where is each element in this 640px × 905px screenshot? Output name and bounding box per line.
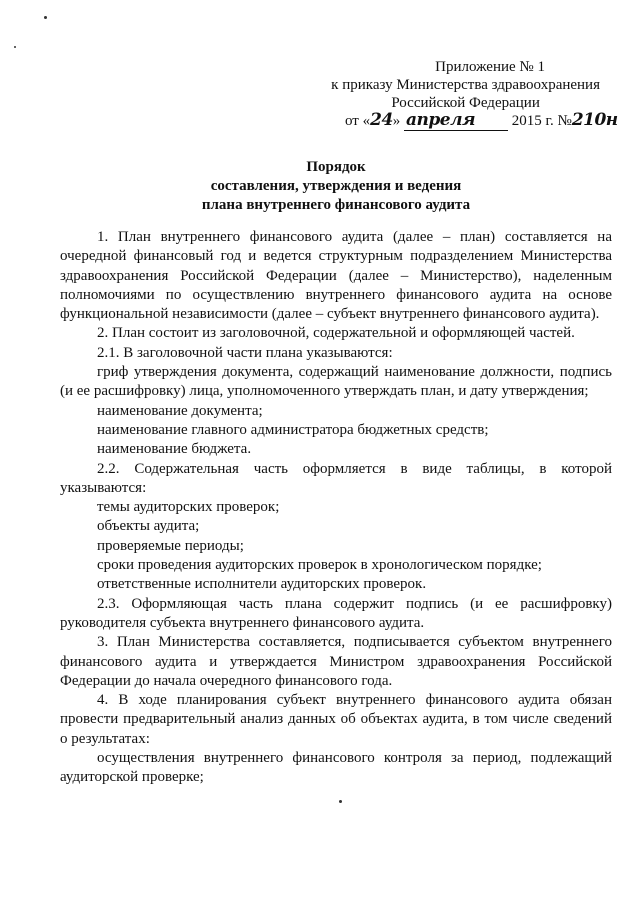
scan-speck bbox=[14, 46, 16, 48]
list-item: наименование бюджета. bbox=[97, 441, 252, 458]
paragraph-3: 3. План Министерства составляется, подписывается субъектом внутреннего финансового аудита и утверждается Министром здравоохранения Российской Федерации до начала очередного финансового года. bbox=[60, 634, 612, 689]
handwritten-month: апреля bbox=[404, 110, 508, 131]
handwritten-day: 24 bbox=[370, 110, 393, 130]
paragraph-2-3: 2.3. Оформляющая часть плана содержит подпись (и ее расшифровку) руководителя субъекта внутреннего финансового аудита. bbox=[60, 595, 612, 631]
paragraph-2: 2. План состоит из заголовочной, содержательной и оформляющей частей. bbox=[97, 325, 575, 342]
title-line-1: Порядок bbox=[306, 159, 366, 175]
paragraph-2-1: 2.1. В заголовочной части плана указываются: bbox=[97, 344, 393, 361]
order-reference: к приказу Министерства здравоохранения bbox=[331, 77, 600, 93]
list-item: ответственные исполнители аудиторских проверок. bbox=[97, 576, 427, 593]
paragraph-1: 1. План внутреннего финансового аудита (далее – план) составляется на очередной финансовый год и ведется структурным подразделением Министерства здравоохранения Российской Федерации (далее – Министерство), наделенным полномочиями по осуществлению внутреннего финансового аудита на основе функциональной независимости (далее – субъект внутреннего финансового аудита). bbox=[60, 229, 612, 323]
document-body bbox=[60, 228, 612, 788]
paragraph-4: 4. В ходе планирования субъект внутреннего финансового аудита обязан провести предварительный анализ данных об объектах аудита, в том числе сведений о результатах: bbox=[60, 692, 612, 747]
handwritten-order-number: 210н bbox=[571, 110, 618, 130]
paragraph-2-2: 2.2. Содержательная часть оформляется в виде таблицы, в которой указываются: bbox=[60, 460, 612, 496]
list-item: объекты аудита; bbox=[97, 518, 200, 535]
document-title bbox=[60, 158, 612, 215]
list-item: проверяемые периоды; bbox=[97, 537, 244, 554]
scan-speck bbox=[339, 800, 342, 803]
date-prefix: от « bbox=[345, 113, 371, 129]
list-item: гриф утверждения документа, содержащий наименование должности, подпись (и ее расшифровку) лица, уполномоченного утверждать план, и дату утверждения; bbox=[60, 364, 612, 400]
date-year: 2015 г. № bbox=[511, 113, 572, 129]
list-item: наименование главного администратора бюджетных средств; bbox=[97, 421, 489, 438]
country-line: Российской Федерации bbox=[391, 95, 540, 111]
date-quote-close: » bbox=[392, 113, 401, 129]
list-item: осуществления внутреннего финансового контроля за период, подлежащий аудиторской проверке; bbox=[60, 750, 612, 786]
list-item: темы аудиторских проверок; bbox=[97, 499, 280, 516]
title-line-2: составления, утверждения и ведения bbox=[210, 178, 462, 194]
annex-header bbox=[331, 58, 600, 112]
annex-number: Приложение № 1 bbox=[435, 59, 545, 75]
list-item: наименование документа; bbox=[97, 402, 263, 419]
scan-speck bbox=[44, 16, 47, 19]
order-date-line bbox=[345, 110, 618, 131]
list-item: сроки проведения аудиторских проверок в хронологическом порядке; bbox=[97, 557, 542, 574]
title-line-3: плана внутреннего финансового аудита bbox=[201, 197, 471, 213]
